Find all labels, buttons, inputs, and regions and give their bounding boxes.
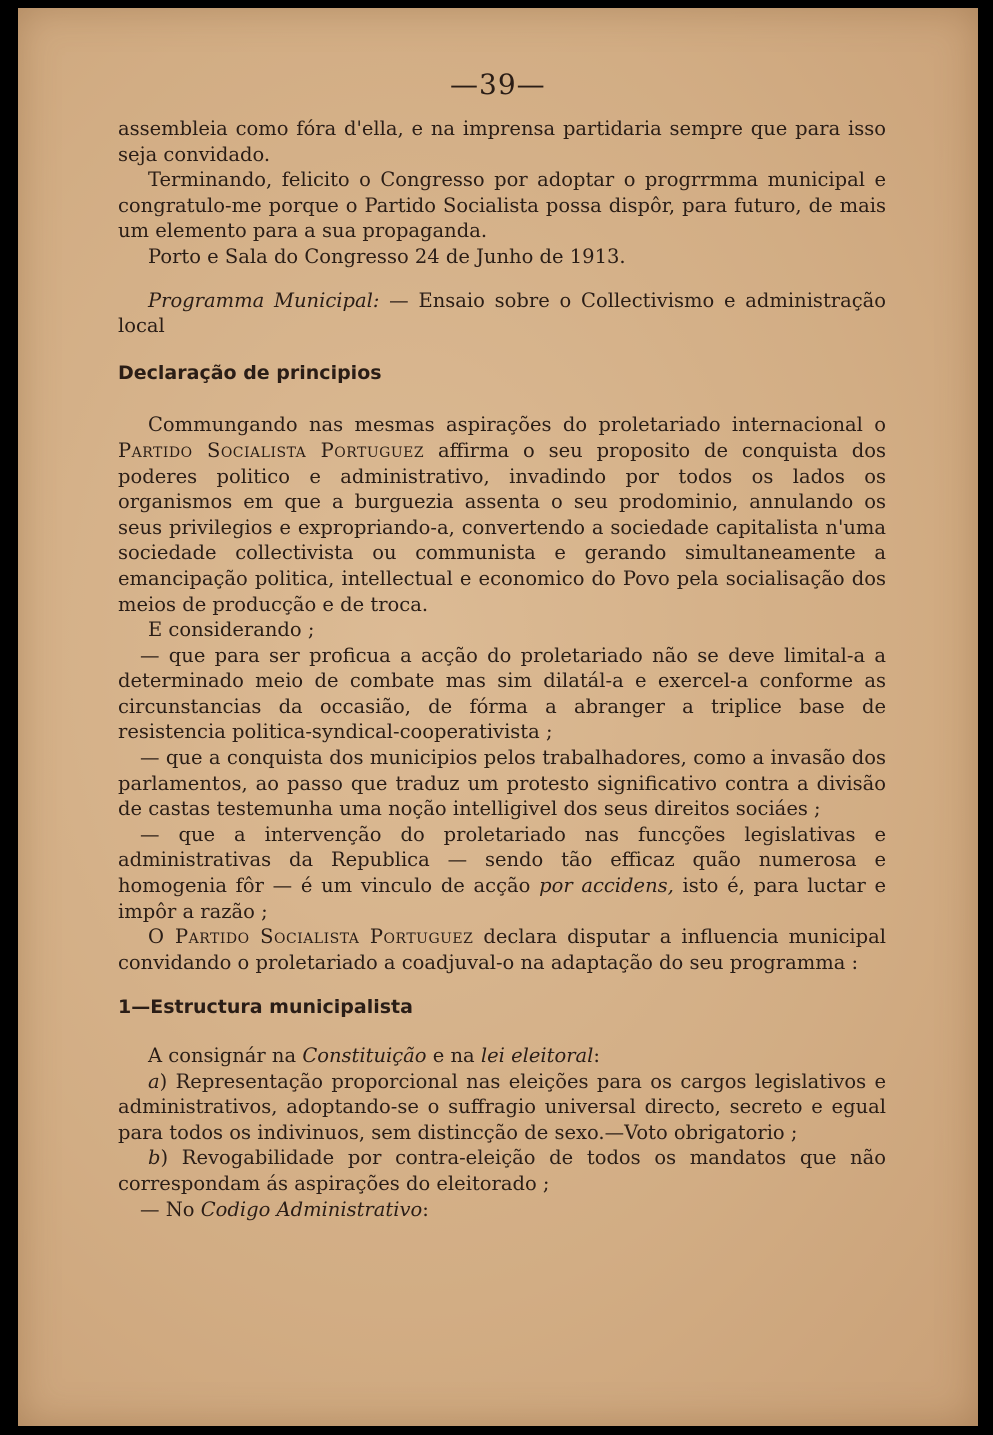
latin-phrase: por accidens, xyxy=(539,874,674,898)
paragraph-closing: Terminando, felicito o Congresso por adoptar o progrrmma municipal e congratulo-me porque o Partido Socialista possa dispôr, para futuro, de mais um elemento para a sua propaganda. xyxy=(118,168,886,243)
document-page xyxy=(18,8,978,1426)
consideration-3-end: isto é, para luctar e impôr a razão ; xyxy=(118,874,887,923)
programme-title: Programma Municipal: xyxy=(148,288,380,312)
section-heading-principles: Declaração de principios xyxy=(118,361,382,384)
paragraph-continuation: assembleia como fóra d'ella, e na imprensa partidaria sempre que para isso seja convidado. xyxy=(118,117,886,166)
consign-text: A consignár na xyxy=(148,1044,303,1067)
consign-connector: e na xyxy=(426,1044,481,1067)
programme-title-paragraph xyxy=(118,288,886,339)
party-name-2: O Partido Socialista Portuguez xyxy=(148,925,474,949)
item-b xyxy=(118,1145,886,1196)
item-b-label: b xyxy=(148,1146,161,1170)
paragraph-consideration-3 xyxy=(118,822,886,924)
programme-subtitle: — Ensaio sobre o Collectivismo e administração local xyxy=(118,288,887,338)
admin-code-prefix: — No xyxy=(140,1197,201,1221)
paragraph-considering: E considerando ; xyxy=(148,618,315,642)
admin-code-ref: Codigo Administrativo xyxy=(200,1197,423,1221)
item-a-text: ) Representação proporcional nas eleições para os cargos legislativos e administrativos, adoptando-se o suffragio universal directo, secreto e egual para todos os indivinuos, sem distincção de sexo.—Voto obrigatorio ; xyxy=(118,1069,886,1144)
item-a xyxy=(118,1069,886,1146)
paragraph-consideration-1: — que para ser proficua a acção do proletariado não se deve limital-a a determinado meio de combate mas sim dilatál-a e exercel-a conforme as circunstancias da occasião, de fórma a abranger a triplice base de resistencia politica-syndical-cooperativista ; xyxy=(118,643,886,744)
paragraph-admin-code xyxy=(118,1197,886,1223)
paragraph-consign xyxy=(118,1043,886,1069)
declaration-text: declara disputar a influencia municipal convidando o proletariado a coadjuval-o na adaptação do seu programma : xyxy=(118,925,886,974)
principles-text-end: affirma o seu proposito de conquista dos poderes politico e administrativo, invadindo por todos os lados os organismos em que a burguezia assenta o seu prodominio, annulando os seus privilegios e expropriando-a, convertendo a sociedade capitalista n'uma sociedade collectivista ou communista e gerando simultaneamente a emancipação politica, intellectual e economico do Povo pela socialisação dos meios de producção e de troca. xyxy=(118,438,886,616)
page-number: —39— xyxy=(450,68,546,101)
item-a-label: a xyxy=(148,1069,160,1093)
electoral-law-ref: lei eleitoral xyxy=(480,1044,594,1067)
party-name: Partido Socialista Portuguez xyxy=(118,438,425,462)
constitution-ref: Constituição xyxy=(302,1044,427,1067)
place-date-line: Porto e Sala do Congresso 24 de Junho de 1913. xyxy=(148,244,626,268)
paragraph-consideration-2: — que a conquista dos municipios pelos trabalhadores, como a invasão dos parlamentos, ao passo que traduz um protesto significativo contra a divisão de castas testemunha uma noção intelligivel dos seus direitos sociáes ; xyxy=(118,746,886,821)
body-text xyxy=(118,116,886,1222)
paragraph-principles xyxy=(118,412,886,617)
section-heading-structure: 1—Estructura municipalista xyxy=(118,996,413,1019)
consideration-3-start: — que a intervenção do proletariado nas funcções legislativas e administrativas da Republica — sendo tão efficaz quão numerosa e homogenia fôr — é um vinculo de acção xyxy=(118,822,886,898)
item-b-text: ) Revogabilidade por contra-eleição de todos os mandatos que não correspondam ás aspirações do eleitorado ; xyxy=(118,1146,886,1195)
paragraph-declaration xyxy=(118,924,886,975)
principles-text-start: Commungando nas mesmas aspirações do proletariado internacional o xyxy=(148,413,886,437)
consign-colon: : xyxy=(593,1044,600,1067)
admin-code-colon: : xyxy=(422,1197,429,1221)
